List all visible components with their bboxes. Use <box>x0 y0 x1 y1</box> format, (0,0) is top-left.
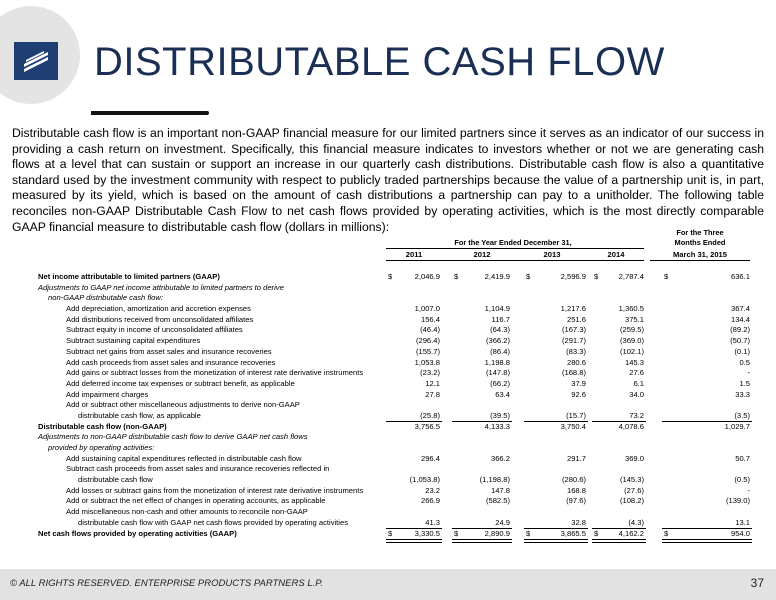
table-cell: 156.4 <box>420 314 440 324</box>
table-cell: (23.2) <box>420 368 440 378</box>
table-row <box>38 390 750 401</box>
table-cell: 23.2 <box>425 485 440 495</box>
table-row <box>38 507 750 518</box>
row-label: Subtract net gains from asset sales and insurance recoveries <box>66 346 272 356</box>
row-label: Distributable cash flow (non-GAAP) <box>38 421 167 431</box>
dollar-sign: $ <box>388 272 393 281</box>
table-cell: 4,162.2 <box>618 528 644 538</box>
table-cell: - <box>747 368 750 378</box>
table-cell: 1.5 <box>739 378 750 388</box>
table-cell: 50.7 <box>735 453 750 463</box>
table-cell: 2,787.4 <box>618 272 644 281</box>
row-label: Add sustaining capital expenditures reflected in distributable cash flow <box>66 453 302 463</box>
row-label: Net cash flows provided by operating activities (GAAP) <box>38 528 237 538</box>
table-cell: 369.0 <box>624 453 644 463</box>
table-cell: 27.8 <box>425 389 440 399</box>
intro-paragraph: Distributable cash flow is an important non-GAAP financial measure for our limited partners since it serves as an indicator of our success in providing a cash return on investment. Specifically, this financial measure indicates to investors whether or not we are generating cash flows at a level that can sustain or support an increase in our quarterly cash distributions. Distributable cash flow is also a quantitative standard used by the investment community with respect to publicly traded partnerships because the value of a partnership unit is, in part, measured by its yield, which is based on the amount of cash distributions a partnership can pay to a unitholder. The following table reconciles non-GAAP Distributable Cash Flow to net cash flows provided by operating activities, which is the most directly comparable GAAP financial measure to distributable cash flow (dollars in millions): <box>12 126 764 234</box>
table-row <box>38 432 750 443</box>
table-cell: 168.8 <box>566 485 586 495</box>
table-cell: (369.0) <box>619 336 644 346</box>
table-cell: 2,046.9 <box>414 272 440 281</box>
table-row <box>38 347 750 358</box>
table-cell: (366.2) <box>485 336 510 346</box>
table-cell: 367.4 <box>730 304 750 314</box>
table-cell: 3,865.5 <box>560 528 586 538</box>
table-cell: 34.0 <box>629 389 644 399</box>
table-cell: (86.4) <box>490 346 510 356</box>
row-label: Add distributions received from unconsolidated affiliates <box>66 314 254 324</box>
row-label: provided by operating activities: <box>48 443 155 452</box>
table-cell: (3.5) <box>734 410 750 420</box>
row-label: non-GAAP distributable cash flow: <box>48 293 163 303</box>
table-cell: 4,078.6 <box>618 421 644 431</box>
table-cell: 27.6 <box>629 368 644 378</box>
total-double-underline <box>452 539 512 543</box>
table-row <box>38 518 750 529</box>
row-label: distributable cash flow, as applicable <box>78 410 201 420</box>
table-cell: (291.7) <box>561 336 586 346</box>
table-cell: (296.4) <box>415 336 440 346</box>
table-cell: 251.6 <box>566 314 586 324</box>
row-label: Adjustments to GAAP net income attributable to limited partners to derive <box>38 282 284 292</box>
table-row <box>38 443 750 454</box>
table-cell: (4.3) <box>628 517 644 527</box>
table-cell: 366.2 <box>490 453 510 463</box>
table-row <box>38 379 750 390</box>
table-cell: 1,360.5 <box>618 304 644 314</box>
dollar-sign: $ <box>594 528 599 538</box>
table-header <box>38 228 750 262</box>
table-cell: 147.8 <box>490 485 510 495</box>
table-row <box>38 486 750 497</box>
page-title: DISTRIBUTABLE CASH FLOW <box>94 40 665 84</box>
total-double-underline <box>386 539 442 543</box>
table-cell: 1,217.6 <box>560 304 586 314</box>
table-cell: (280.6) <box>561 475 586 485</box>
row-label: distributable cash flow <box>78 475 153 485</box>
column-header-2013: 2013 <box>543 250 561 259</box>
table-cell: 2,890.9 <box>484 528 510 538</box>
table-cell: 3,750.4 <box>560 421 586 431</box>
row-label: Add gains or subtract losses from the monetization of interest rate derivative instruments <box>66 368 364 378</box>
table-cell: (97.6) <box>566 496 586 506</box>
table-cell: (0.1) <box>734 346 750 356</box>
dollar-sign: $ <box>526 272 531 281</box>
table-cell: 266.9 <box>420 496 440 506</box>
table-cell: 1,007.0 <box>414 304 440 314</box>
table-cell: (64.3) <box>490 325 510 335</box>
table-cell: 92.6 <box>571 389 586 399</box>
table-cell: 32.8 <box>571 517 586 527</box>
table-cell: (582.5) <box>485 496 510 506</box>
table-cell: (139.0) <box>725 496 750 506</box>
table-row <box>38 454 750 465</box>
enterprise-logo-icon <box>14 42 58 80</box>
table-row <box>38 304 750 315</box>
table-cell: (25.8) <box>420 410 440 420</box>
year-group-header: For the Year Ended December 31, <box>454 238 572 247</box>
three-months-header-line2: Months Ended <box>674 238 726 247</box>
table-row <box>38 475 750 486</box>
table-cell: (168.8) <box>561 368 586 378</box>
table-cell: 1,053.8 <box>414 357 440 367</box>
table-row <box>38 368 750 379</box>
row-label: Subtract equity in income of unconsolidated affiliates <box>66 325 243 335</box>
table-cell: 1,198.8 <box>484 357 510 367</box>
table-cell: 1,104.9 <box>484 304 510 314</box>
table-row <box>38 400 750 411</box>
dollar-sign: $ <box>388 528 393 538</box>
table-cell: (1,053.8) <box>409 475 440 485</box>
column-header-underline <box>386 260 644 261</box>
page-number: 37 <box>750 576 764 590</box>
total-double-underline <box>662 539 752 543</box>
table-cell: (46.4) <box>420 325 440 335</box>
row-label: Add losses or subtract gains from the monetization of interest rate derivative instruments <box>66 485 364 495</box>
table-cell: (108.2) <box>619 496 644 506</box>
table-cell: 145.3 <box>624 357 644 367</box>
table-cell: 63.4 <box>495 389 510 399</box>
table-row <box>38 496 750 507</box>
table-cell: 3,756.5 <box>414 421 440 431</box>
table-cell: 4,133.3 <box>484 421 510 431</box>
table-cell: (259.5) <box>619 325 644 335</box>
table-row <box>38 283 750 294</box>
table-cell: 13.1 <box>735 517 750 527</box>
table-row <box>38 422 750 433</box>
table-cell: 24.9 <box>495 517 510 527</box>
table-cell: (50.7) <box>730 336 750 346</box>
table-row <box>38 272 750 283</box>
table-cell: 1,029.7 <box>724 421 750 431</box>
row-label: Add deferred income tax expenses or subtract benefit, as applicable <box>66 378 295 388</box>
table-row <box>38 464 750 475</box>
table-cell: 3,330.5 <box>414 528 440 538</box>
table-cell: (83.3) <box>566 346 586 356</box>
dollar-sign: $ <box>454 528 459 538</box>
row-label: distributable cash flow with GAAP net cash flows provided by operating activities <box>78 517 348 527</box>
table-cell: 6.1 <box>633 378 644 388</box>
total-double-underline <box>524 539 588 543</box>
table-cell: (147.8) <box>485 368 510 378</box>
row-label: Add miscellaneous non-cash and other amounts to reconcile non-GAAP <box>66 507 308 517</box>
table-cell: (27.6) <box>624 485 644 495</box>
column-header-2014: 2014 <box>607 250 625 259</box>
column-header-2011: 2011 <box>405 250 423 259</box>
table-body <box>38 272 750 539</box>
table-cell: 134.4 <box>730 314 750 324</box>
dollar-sign: $ <box>594 272 599 281</box>
table-row <box>38 315 750 326</box>
table-cell: (0.5) <box>734 475 750 485</box>
table-cell: - <box>747 485 750 495</box>
table-cell: 0.5 <box>739 357 750 367</box>
table-cell: (1,198.8) <box>479 475 510 485</box>
table-row <box>38 411 750 422</box>
table-cell: 12.1 <box>425 378 440 388</box>
column-header-underline-q1 <box>650 260 750 261</box>
dollar-sign: $ <box>526 528 531 538</box>
table-cell: 280.6 <box>566 357 586 367</box>
footer-bar <box>0 569 776 600</box>
table-cell: 2,596.9 <box>560 272 586 281</box>
table-cell: 37.9 <box>571 378 586 388</box>
table-cell: (66.2) <box>490 378 510 388</box>
dollar-sign: $ <box>664 272 669 281</box>
total-double-underline <box>592 539 646 543</box>
dollar-sign: $ <box>664 528 669 538</box>
table-cell: (155.7) <box>415 346 440 356</box>
table-cell: 636.1 <box>730 272 750 281</box>
table-cell: 41.3 <box>425 517 440 527</box>
table-cell: (145.3) <box>619 475 644 485</box>
table-cell: 291.7 <box>566 453 586 463</box>
column-header-2012: 2012 <box>473 250 491 259</box>
row-label: Add impairment charges <box>66 389 149 399</box>
row-label: Subtract cash proceeds from asset sales and insurance recoveries reflected in <box>66 464 330 474</box>
table-cell: (102.1) <box>619 346 644 356</box>
table-cell: 73.2 <box>629 410 644 420</box>
table-cell: (39.5) <box>490 410 510 420</box>
table-row <box>38 293 750 304</box>
row-label: Add depreciation, amortization and accretion expenses <box>66 304 251 314</box>
year-group-underline <box>386 248 644 249</box>
table-cell: 375.1 <box>624 314 644 324</box>
table-cell: 954.0 <box>730 528 750 538</box>
dollar-sign: $ <box>454 272 459 281</box>
copyright-text: © ALL RIGHTS RESERVED. ENTERPRISE PRODUCTS PARTNERS L.P. <box>10 578 324 589</box>
row-label: Adjustments to non-GAAP distributable cash flow to derive GAAP net cash flows <box>38 432 308 442</box>
table-row <box>38 336 750 347</box>
column-header-q1-2015: March 31, 2015 <box>672 250 728 259</box>
row-label: Add or subtract other miscellaneous adjustments to derive non-GAAP <box>66 400 300 410</box>
three-months-header-line1: For the Three <box>676 228 724 237</box>
table-cell: (167.3) <box>561 325 586 335</box>
reconciliation-table <box>38 228 750 539</box>
row-label: Net income attributable to limited partners (GAAP) <box>38 272 220 281</box>
title-underline <box>91 111 209 115</box>
table-row <box>38 325 750 336</box>
table-cell: 116.7 <box>491 314 510 324</box>
table-row <box>38 358 750 369</box>
row-label: Add cash proceeds from asset sales and insurance recoveries <box>66 357 276 367</box>
table-cell: (89.2) <box>730 325 750 335</box>
table-row <box>38 529 750 540</box>
table-cell: (15.7) <box>566 410 586 420</box>
table-cell: 33.3 <box>735 389 750 399</box>
table-cell: 2,419.9 <box>484 272 510 281</box>
table-cell: 296.4 <box>420 453 440 463</box>
row-label: Subtract sustaining capital expenditures <box>66 336 201 346</box>
row-label: Add or subtract the net effect of changes in operating accounts, as applicable <box>66 496 326 506</box>
